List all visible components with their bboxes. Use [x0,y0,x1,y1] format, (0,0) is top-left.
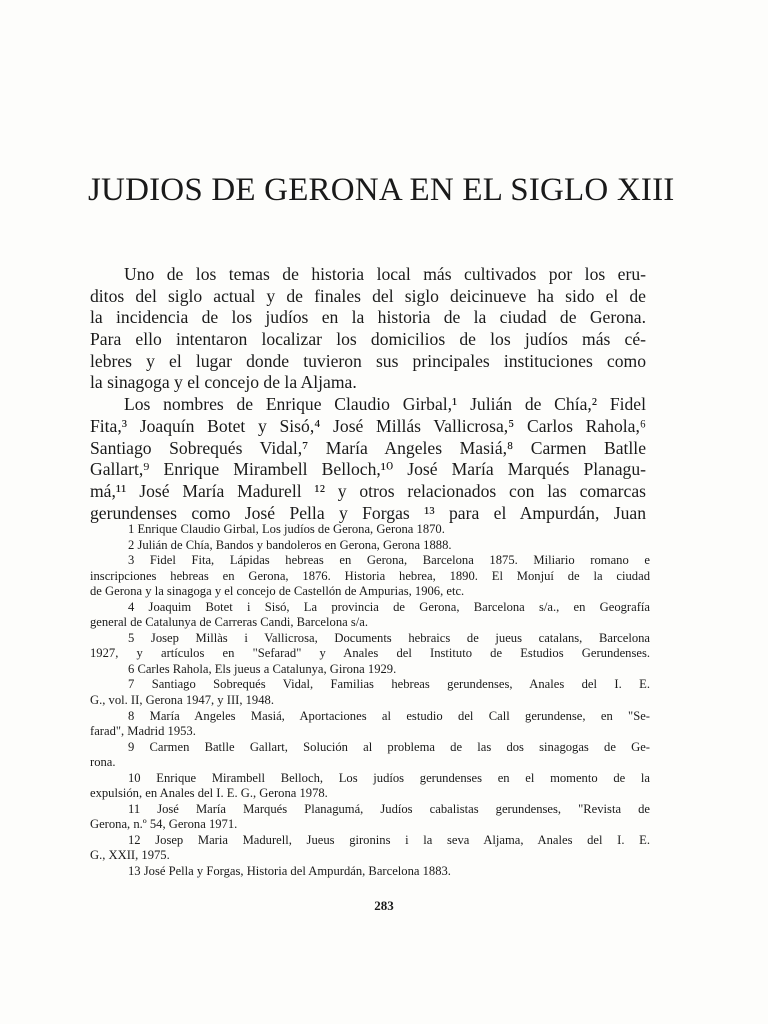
body-line: Santiago Sobrequés Vidal,⁷ María Angeles Masiá,⁸ Carmen Batlle [90,437,646,458]
footnote-line: 1 Enrique Claudio Girbal, Los judíos de Gerona, Gerona 1870. [128,522,445,536]
footnote-line: 13 José Pella y Forgas, Historia del Ampurdán, Barcelona 1883. [128,864,451,879]
footnote-line: 8 María Angeles Masiá, Aportaciones al estudio del Call gerundense, en "Se- [128,708,650,723]
footnote-line: Gerona, n.º 54, Gerona 1971. [90,817,238,832]
footnote-line: 1927, y artículos en "Sefarad" y Anales del Instituto de Estudios Gerundenses. [90,646,650,661]
body-line: gerundenses como José Pella y Forgas ¹³ para el Ampurdán, Juan [90,502,646,523]
body-line: lebres y el lugar donde tuvieron sus principales instituciones como [90,350,646,371]
footnote-line: 9 Carmen Batlle Gallart, Solución al problema de las dos sinagogas de Ge- [128,739,650,754]
footnote-line: 3 Fidel Fita, Lápidas hebreas en Gerona, Barcelona 1875. Miliario romano e [128,553,650,568]
footnote-line: de Gerona y la sinagoga y el concejo de Castellón de Ampurias, 1906, etc. [90,584,465,599]
footnote-line: 10 Enrique Mirambell Belloch, Los judíos gerundenses en el momento de la [128,770,650,785]
footnotes [90,522,650,880]
body-paragraphs [90,264,646,524]
footnote-line: expulsión, en Anales del I. E. G., Gerona 1978. [90,786,328,801]
footnote-line: 6 Carles Rahola, Els jueus a Catalunya, Girona 1929. [128,661,397,676]
chapter-title: JUDIOS DE GERONA EN EL SIGLO XIII [88,172,675,208]
footnote-line: G., XXII, 1975. [90,848,170,863]
body-line: Gallart,⁹ Enrique Mirambell Belloch,¹⁰ José María Marqués Planagu- [90,459,646,480]
body-line: la incidencia de los judíos en la historia de la ciudad de Gerona. [90,307,646,328]
footnote-line: inscripciones hebreas en Gerona, 1876. Historia hebrea, 1890. El Monjuí de la ciudad [90,568,650,583]
footnote-line: 11 José María Marqués Planagumá, Judíos cabalistas gerundenses, "Revista de [128,801,650,816]
footnote-line: 4 Joaquim Botet i Sisó, La provincia de Gerona, Barcelona s/a., en Geografía [128,599,650,614]
body-line: Fita,³ Joaquín Botet y Sisó,⁴ José Millás Vallicrosa,⁵ Carlos Rahola,⁶ [90,415,646,436]
footnote-line: farad", Madrid 1953. [90,724,196,739]
footnote-line: general de Catalunya de Carreras Candi, Barcelona s/a. [90,615,368,630]
footnote-line: 12 Josep Maria Madurell, Jueus gironins i la seva Aljama, Anales del I. E. [128,832,650,847]
footnote-line: G., vol. II, Gerona 1947, y III, 1948. [90,693,274,708]
footnote-line: rona. [90,755,116,770]
page-number: 283 [374,898,394,913]
footnote-line: 5 Josep Millàs i Vallicrosa, Documents hebraics de jueus catalans, Barcelona [128,630,650,645]
body-line: Uno de los temas de historia local más cultivados por los eru- [124,264,646,284]
body-line: má,¹¹ José María Madurell ¹² y otros relacionados con las comarcas [90,480,646,501]
footnote-line: 2 Julián de Chía, Bandos y bandoleros en Gerona, Gerona 1888. [128,537,452,552]
body-line: Los nombres de Enrique Claudio Girbal,¹ Julián de Chía,² Fidel [124,394,646,415]
body-line: ditos del siglo actual y de finales del siglo deicinueve ha sido el de [90,285,646,306]
body-line: la sinagoga y el concejo de la Aljama. [90,372,357,393]
footnote-line: 7 Santiago Sobrequés Vidal, Familias hebreas gerundenses, Anales del I. E. [128,677,650,692]
body-line: Para ello intentaron localizar los domicilios de los judíos más cé- [90,329,646,350]
